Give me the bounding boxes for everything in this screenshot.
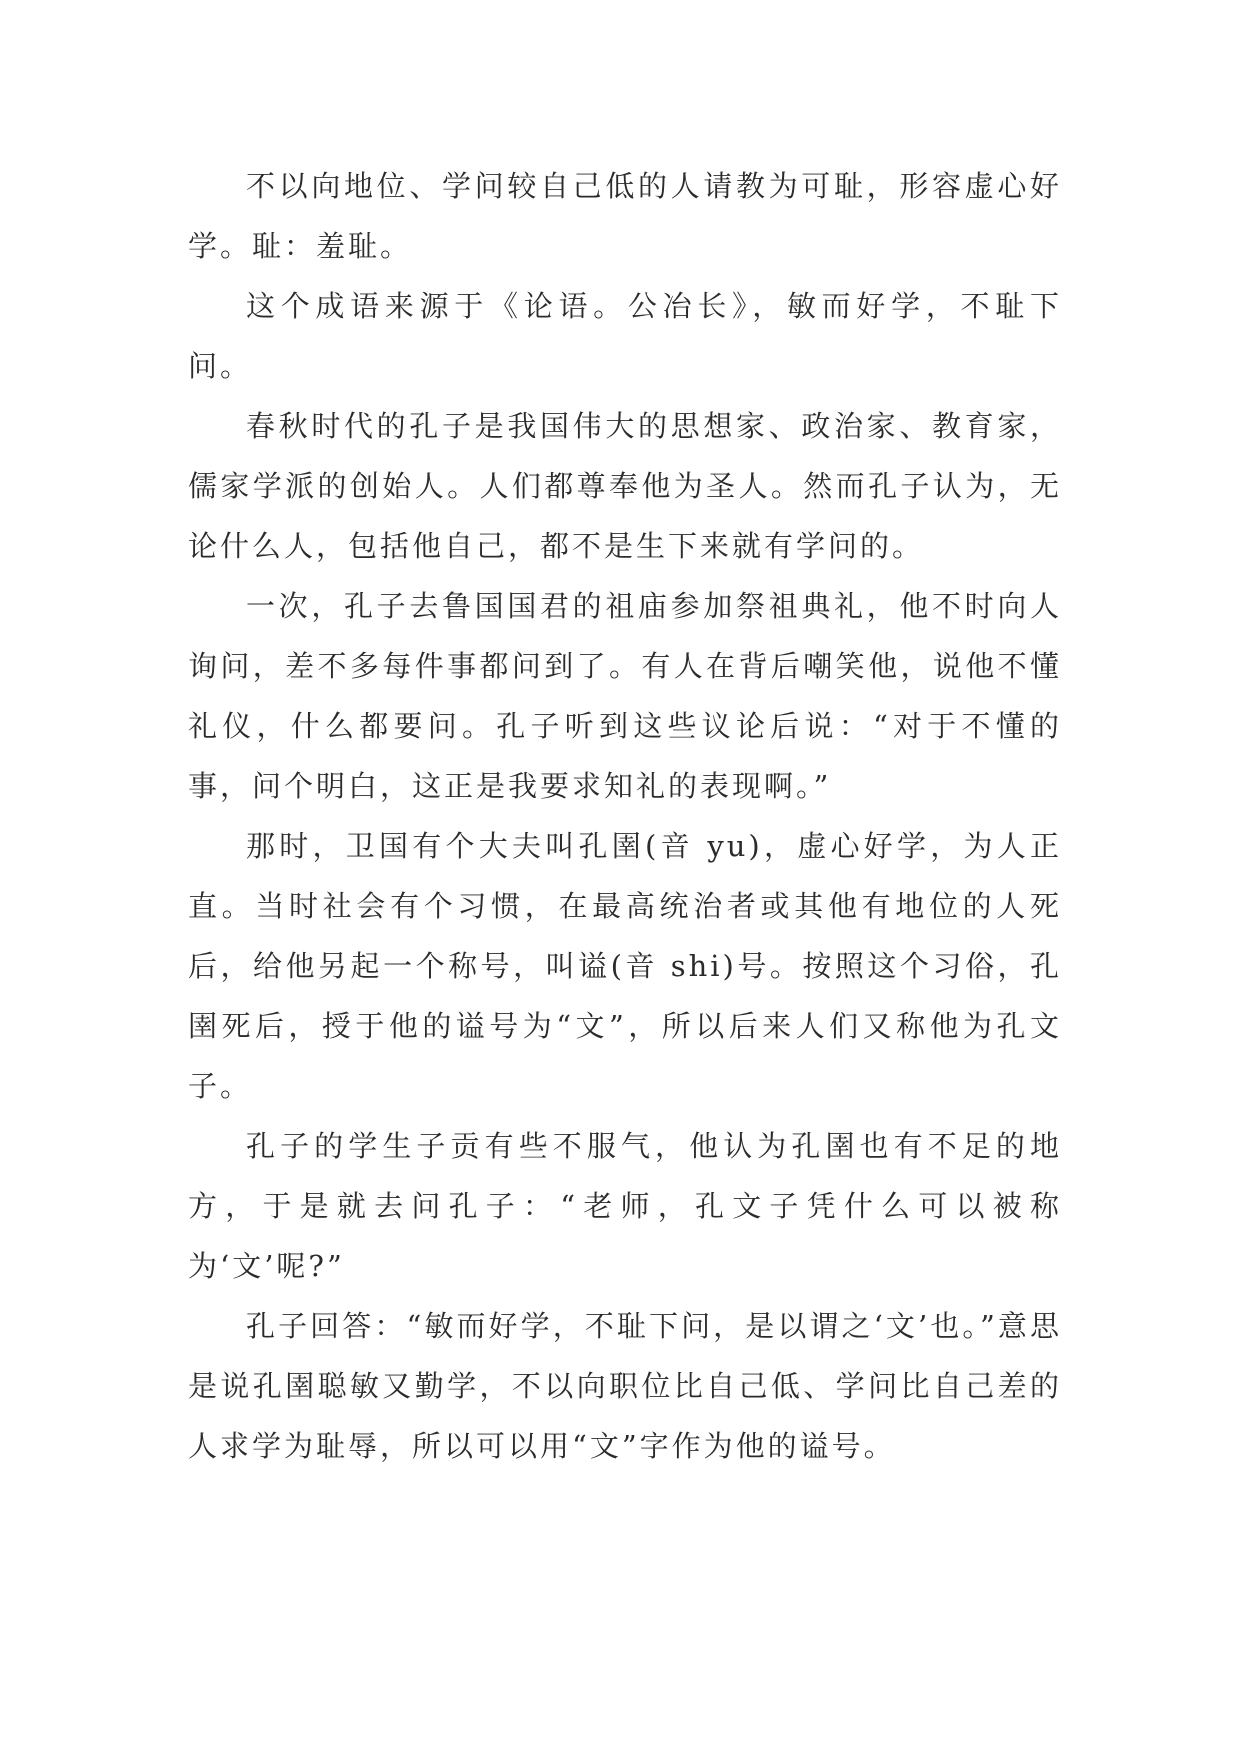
paragraph-confucius-answer: 孔子回答：“敏而好学，不耻下问，是以谓之‘文’也。”意思是说孔圉聪敏又勤学，不以向职位比自己低、学问比自己差的人求学为耻辱，所以可以用“文”字作为他的谥号。 [188, 1309, 1062, 1463]
paragraph-kong-yu: 那时，卫国有个大夫叫孔圉(音 yu)，虚心好学，为人正直。当时社会有个习惯，在最高统治者或其他有地位的人死后，给他另起一个称号，叫谥(音 shi)号。按照这个习俗，孔圉死后，授于他的谥号为“文”，所以后来人们又称他为孔文子。 [188, 829, 1062, 1103]
paragraph-source: 这个成语来源于《论语。公冶长》，敏而好学，不耻下问。 [188, 289, 1062, 383]
paragraph-zigong-question: 孔子的学生子贡有些不服气，他认为孔圉也有不足的地方，于是就去问孔子：“老师，孔文子凭什么可以被称为‘文’呢?” [188, 1129, 1062, 1283]
body-text [188, 156, 1062, 1476]
paragraph-temple-story: 一次，孔子去鲁国国君的祖庙参加祭祖典礼，他不时向人询问，差不多每件事都问到了。有人在背后嘲笑他，说他不懂礼仪，什么都要问。孔子听到这些议论后说：“对于不懂的事，问个明白，这正是我要求知礼的表现啊。” [188, 589, 1062, 803]
paragraph-confucius-intro: 春秋时代的孔子是我国伟大的思想家、政治家、教育家，儒家学派的创始人。人们都尊奉他为圣人。然而孔子认为，无论什么人，包括他自己，都不是生下来就有学问的。 [188, 409, 1062, 563]
paragraph-definition: 不以向地位、学问较自己低的人请教为可耻，形容虚心好学。耻：羞耻。 [188, 169, 1062, 263]
